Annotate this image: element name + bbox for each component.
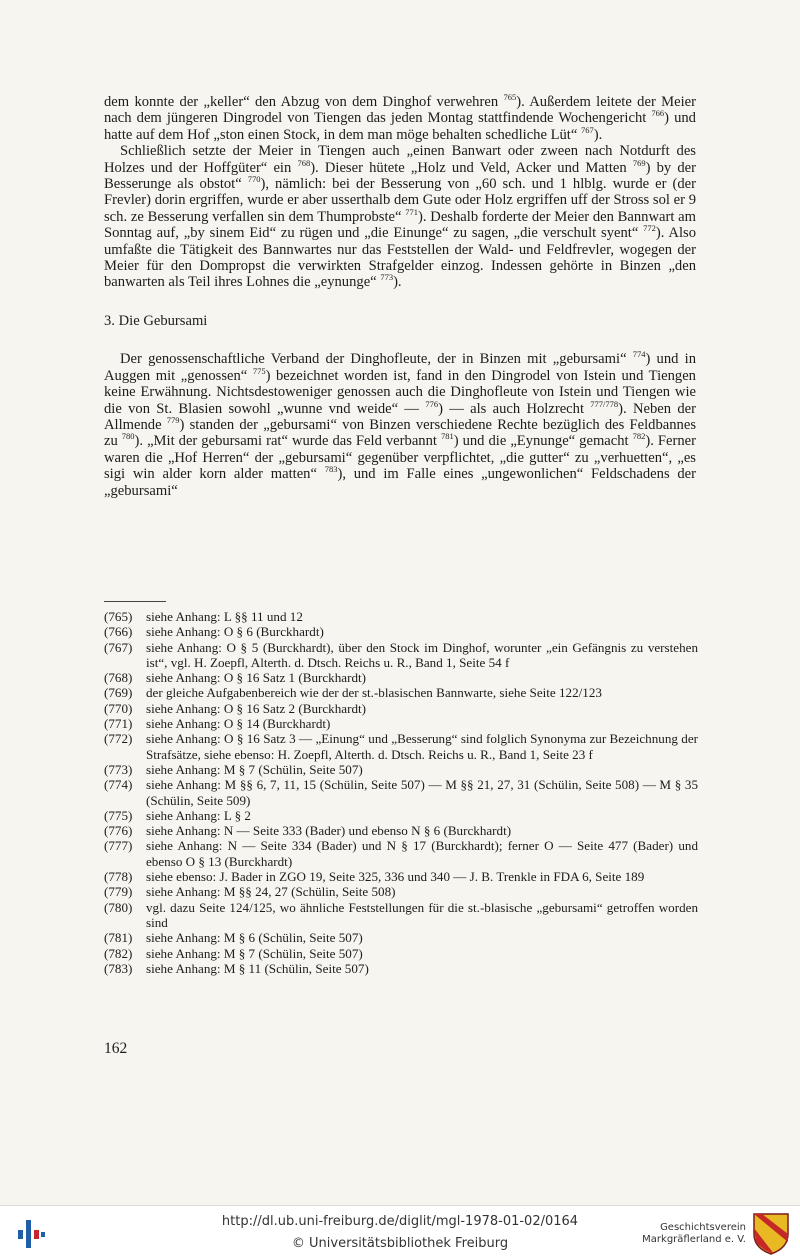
footnote-text: siehe Anhang: O § 6 (Burckhardt) — [146, 624, 324, 640]
footnote-text: siehe Anhang: M § 6 (Schülin, Seite 507) — [146, 930, 363, 946]
footnote-text: siehe Anhang: O § 16 Satz 2 (Burckhardt) — [146, 700, 366, 716]
footnote-marker: 783 — [324, 464, 338, 475]
footnote-number: (770) — [104, 700, 133, 716]
footnote-text: siehe Anhang: O § 14 (Burckhardt) — [146, 716, 331, 732]
footnote-marker: 765 — [503, 92, 517, 103]
footnote — [104, 823, 698, 838]
paragraph: Schließlich setzte der Meier in Tiengen auch „einen Banwart oder zween nach Notdurft des Holzes und der Hoffgüter“ ein $^{768}$). Dieser hütete „Holz und Veld, Acker und Matten $^{769}$) by der Besserunge als obstot“ $^{770}$), nämlich: bei der Besserung von „60 sch. und 1 hlblg. wurde er (der Frevler) dorin ergriffen, wurde er aber usserthalb dem Gute oder Holz ergriffen uff der Stross sol er 9 sch. ze Besserung verfallen sin dem Thumprobste“ $^{771}$). Deshalb forderte der Meier den Bannwart am Sonntag auf, „by sinem Eid“ zu rügen und „die Einunge“ zu sagen, „die verschult syent“ $^{772}$). Also umfaßte die Tätigkeit des Bannwartes nur das Feststellen der Wald- und Feldfrevler, wogegen der Meier für den Dompropst die verwirkten Strafgelder einzog. Indessen gehörte in Binzen „den banwarten als Teil ihres Lohnes die „eynunge“ $^{773}$). — [104, 143, 696, 291]
footnote — [104, 946, 698, 961]
footnotes — [104, 609, 698, 976]
footnote-number: (768) — [104, 670, 133, 686]
footnote-divider — [104, 601, 166, 602]
footnote — [104, 961, 698, 976]
footnote-marker: 774 — [632, 349, 646, 360]
publisher-line-1: Geschichtsverein — [660, 1222, 746, 1233]
footnote-text: siehe Anhang: M § 11 (Schülin, Seite 507) — [146, 960, 369, 976]
footnote-number: (781) — [104, 930, 133, 946]
footnote-marker: 780 — [121, 431, 135, 442]
footnote-text: siehe Anhang: N — Seite 333 (Bader) und ebenso N § 6 (Burckhardt) — [146, 823, 512, 839]
footnote-number: (776) — [104, 823, 133, 839]
footnote-marker: 769 — [632, 157, 646, 168]
footnote-number: (775) — [104, 807, 133, 823]
footnote — [104, 808, 698, 823]
footnote-marker: 768 — [297, 157, 311, 168]
footnote — [104, 930, 698, 945]
footnote-text: siehe Anhang: O § 5 (Burckhardt), über den Stock im Dinghof, worunter „ein Gefängnis zu verstehen ist“, vgl. H. Zoepfl, Alterth. d. Dtsch. Reichs u. R., Band 1, Seite 54 f — [146, 639, 698, 670]
document-url-link[interactable]: http://dl.ub.uni-freiburg.de/diglit/mgl-1978-01-02/0164 — [221, 1214, 579, 1229]
footnote-number: (765) — [104, 609, 133, 624]
footnote — [104, 624, 698, 639]
footnote-marker: 771 — [405, 206, 419, 217]
footnote — [104, 716, 698, 731]
footnote-marker: 773 — [380, 272, 394, 283]
footnote-text: siehe Anhang: O § 16 Satz 3 — „Einung“ und „Besserung“ sind folglich Synonyma zur Bezeichnung der Strafsätze, siehe ebenso: H. Zoepfl, Alterth. d. Dtsch. Reichs u. R., Band 1, Seite 23 f — [146, 731, 698, 762]
footnote-text: siehe Anhang: L §§ 11 und 12 — [146, 609, 303, 624]
footnote — [104, 777, 698, 808]
footnote-marker: 779 — [166, 415, 180, 426]
footnote-number: (780) — [104, 899, 133, 915]
footnote — [104, 670, 698, 685]
footnote-marker: 776 — [425, 398, 439, 409]
footnote-text: siehe Anhang: M §§ 6, 7, 11, 15 (Schülin, Seite 507) — M §§ 21, 27, 31 (Schülin, Seite 508) — M § 35 (Schülin, Seite 509) — [146, 777, 698, 808]
coat-of-arms-icon — [752, 1212, 790, 1256]
footnote-number: (782) — [104, 945, 133, 961]
footnote-text: der gleiche Aufgabenbereich wie der der st.-blasischen Bannwarte, siehe Seite 122/123 — [146, 685, 602, 701]
footnote — [104, 640, 698, 671]
footnote-text: siehe Anhang: O § 16 Satz 1 (Burckhardt) — [146, 670, 366, 686]
footnote — [104, 609, 698, 624]
footnote-text: siehe Anhang: M § 7 (Schülin, Seite 507) — [146, 945, 363, 961]
footnote-number: (767) — [104, 639, 133, 655]
footnote-text: siehe ebenso: J. Bader in ZGO 19, Seite 325, 336 und 340 — J. B. Trenkle in FDA 6, Seite 189 — [146, 869, 645, 885]
footnote-text: siehe Anhang: N — Seite 334 (Bader) und N § 17 (Burckhardt); ferner O — Seite 477 (Bader) und ebenso O § 13 (Burckhardt) — [146, 838, 698, 869]
section-heading: 3. Die Gebursami — [104, 312, 208, 329]
footnote-number: (766) — [104, 624, 133, 640]
footnote-number: (773) — [104, 761, 133, 777]
footnote — [104, 701, 698, 716]
paragraph: Der genossenschaftliche Verband der Dinghofleute, der in Binzen mit „gebursami“ $^{774}$) und in Auggen mit „genossen“ $^{775}$) bezeichnet worden ist, fand in den Dingrodel von Istein und Tiengen keine Erwähnung. Nichtsdestoweniger genossen auch die Dinghofleute von Istein und Tiengen wie die von St. Blasien sowohl „wunne vnd weide“ — $^{776}$) — als auch Holzrecht $^{777/778}$). Neben der Allmende $^{779}$) standen der „gebursami“ von Binzen verschiedene Rechte bezüglich des Feldbannes zu $^{780}$). „Mit der gebursami rat“ wurde das Feld verbannt $^{781}$) und die „Eynunge“ gemacht $^{782}$). Ferner waren die „Hof Herren“ der „gebursami“ gegenüber verpflichtet, „die gutter“ zu „verhuetten“, „es sigi win alder korn alder matten“ $^{783}$), und im Falle eines „ungewonlichen“ Feldschadens der „gebursami“ — [104, 349, 696, 499]
viewer-footer — [0, 1205, 800, 1260]
footnote-text: siehe Anhang: L § 2 — [146, 807, 251, 823]
publisher-line-2: Markgräflerland e. V. — [642, 1234, 746, 1245]
footnote — [104, 869, 698, 884]
footnote-number: (778) — [104, 869, 133, 885]
footnote-marker: 775 — [252, 365, 266, 376]
footnote — [104, 900, 698, 931]
footnote — [104, 762, 698, 777]
footnote-marker: 777/778 — [590, 398, 619, 409]
footnote-text: vgl. dazu Seite 124/125, wo ähnliche Feststellungen für die st.-blasische „gebursami“ getroffen worden sind — [146, 899, 698, 930]
publisher-name — [642, 1222, 746, 1246]
footnote-marker: 782 — [632, 431, 646, 442]
body-text — [104, 94, 696, 499]
footnote-marker: 772 — [643, 223, 656, 234]
footnote-text: siehe Anhang: M §§ 24, 27 (Schülin, Seite 508) — [146, 884, 396, 900]
footnote-number: (779) — [104, 884, 133, 900]
footnote-number: (777) — [104, 838, 133, 854]
footnote-marker: 781 — [440, 431, 454, 442]
footnote — [104, 884, 698, 899]
footnote — [104, 731, 698, 762]
footnote — [104, 838, 698, 869]
footnote-text: siehe Anhang: M § 7 (Schülin, Seite 507) — [146, 761, 363, 777]
footnote-number: (771) — [104, 716, 133, 732]
footnote-number: (774) — [104, 777, 133, 793]
footnote-number: (783) — [104, 960, 133, 976]
footnote — [104, 685, 698, 700]
footnote-number: (769) — [104, 685, 133, 701]
copyright-text: © Universitätsbibliothek Freiburg — [291, 1236, 509, 1251]
paragraph: dem konnte der „keller“ den Abzug von dem Dinghof verwehren $^{765}$). Außerdem leitete der Meier nach dem jüngeren Dingrodel von Tiengen das jeden Montag stattfindende Wochengericht $^{766}$) und hatte auf dem Hof „ston einen Stock, in dem man möge behalten schedliche Lüt“ $^{767}$). — [104, 92, 696, 143]
page-number: 162 — [104, 1040, 128, 1057]
footnote-marker: 767 — [580, 124, 594, 135]
footnote-number: (772) — [104, 731, 133, 747]
footnote-marker: 766 — [651, 108, 665, 119]
footnote-marker: 770 — [247, 174, 261, 185]
